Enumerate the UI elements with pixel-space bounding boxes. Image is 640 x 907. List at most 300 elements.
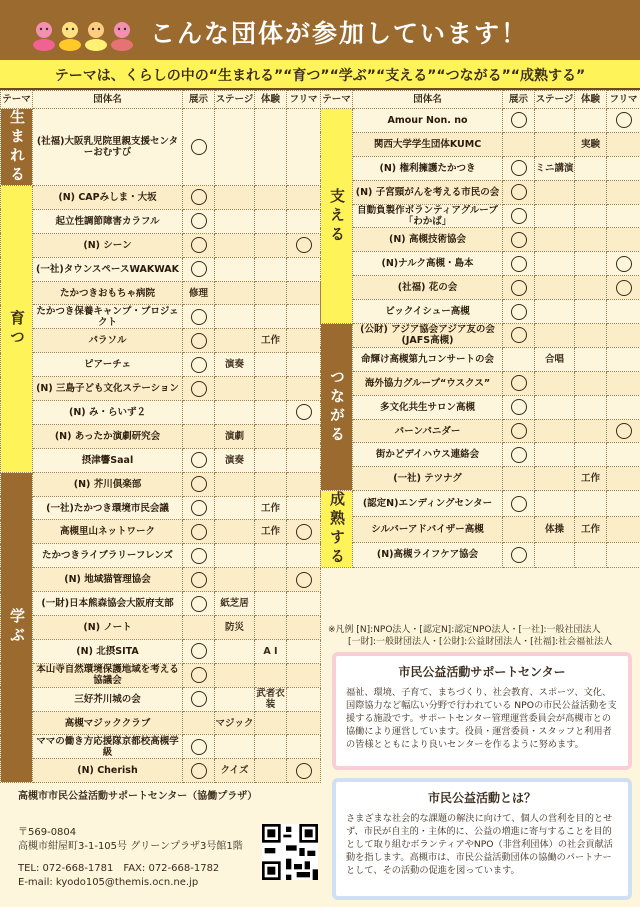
participation-circle-icon [296, 524, 312, 540]
support-center-box [332, 652, 632, 770]
table-row [1, 257, 321, 281]
stage-cell [215, 735, 255, 759]
org-name: (N) み・らいず２ [33, 401, 183, 425]
experience-cell [575, 300, 607, 324]
table-row [321, 109, 640, 133]
table-row [321, 228, 640, 252]
org-name: 多文化共生サロン高槻 [353, 395, 503, 419]
org-name: (公財) アジア協会アジア友の会(JAFS高槻) [353, 324, 503, 348]
exhibit-cell [503, 542, 535, 568]
exhibit-cell [183, 401, 215, 425]
stage-cell [215, 663, 255, 687]
flea-market-cell [287, 424, 321, 448]
participation-circle-icon [511, 184, 527, 200]
flea-market-cell [287, 568, 321, 592]
stage-cell [215, 401, 255, 425]
table-row [1, 520, 321, 544]
theme-category: 育つ [1, 186, 33, 473]
footer-tel: TEL: 072-668-1781 FAX: 072-668-1782 [18, 863, 220, 874]
participation-circle-icon [191, 667, 207, 683]
flea-market-cell [287, 616, 321, 640]
stage-cell [215, 209, 255, 233]
participation-circle-icon [191, 357, 207, 373]
participation-circle-icon [511, 256, 527, 272]
support-center-title: 市民公益活動サポートセンター [398, 665, 566, 679]
stage-cell: 体操 [535, 516, 575, 542]
column-header: 展示 [183, 91, 215, 109]
experience-cell [255, 109, 287, 186]
table-row [1, 687, 321, 711]
experience-cell: 工作 [255, 496, 287, 520]
experience-cell [255, 377, 287, 401]
org-name: 街かどデイハウス連絡会 [353, 443, 503, 467]
experience-cell [255, 592, 287, 616]
participation-circle-icon [511, 160, 527, 176]
exhibit-cell [503, 419, 535, 443]
stage-cell [215, 233, 255, 257]
participation-circle-icon [511, 112, 527, 128]
participants-table-right [320, 90, 640, 568]
exhibit-cell [183, 472, 215, 496]
exhibit-cell [183, 209, 215, 233]
flea-market-cell [607, 542, 640, 568]
exhibit-cell [503, 252, 535, 276]
column-header: 展示 [503, 91, 535, 109]
participants-table-left [0, 90, 321, 783]
exhibit-text: 修理 [188, 287, 208, 299]
table-row [1, 544, 321, 568]
flea-market-cell [607, 228, 640, 252]
org-name: (N) 権利擁護たかつき [353, 156, 503, 180]
theme-category: 生まれる [1, 109, 33, 186]
table-row [321, 542, 640, 568]
stage-cell: マジック [215, 711, 255, 735]
stage-cell [535, 276, 575, 300]
flea-market-cell [607, 132, 640, 156]
exhibit-cell [503, 204, 535, 228]
experience-cell [575, 347, 607, 371]
table-row [321, 395, 640, 419]
participation-circle-icon [191, 333, 207, 349]
experience-cell [255, 401, 287, 425]
stage-cell: 演奏 [215, 448, 255, 472]
theme-category: 支える [321, 109, 353, 324]
flea-market-cell [287, 735, 321, 759]
flea-market-cell [607, 324, 640, 348]
experience-cell [575, 443, 607, 467]
org-name: 本山寺自然環境保護地域を考える協議会 [33, 663, 183, 687]
table-row [1, 353, 321, 377]
column-header: 体験 [575, 91, 607, 109]
exhibit-cell [183, 592, 215, 616]
exhibit-cell [183, 735, 215, 759]
org-name: (N) シーン [33, 233, 183, 257]
theme-banner [0, 60, 640, 90]
exhibit-cell [503, 467, 535, 491]
participation-circle-icon [616, 112, 632, 128]
flea-market-cell [287, 233, 321, 257]
stage-cell [535, 252, 575, 276]
exhibit-cell [503, 395, 535, 419]
org-name: (一財)日本熊森協会大阪府支部 [33, 592, 183, 616]
exhibit-cell [183, 305, 215, 329]
table-row [1, 616, 321, 640]
participation-circle-icon [616, 256, 632, 272]
flea-market-cell [287, 711, 321, 735]
table-row [321, 347, 640, 371]
exhibit-cell [183, 257, 215, 281]
table-row [1, 448, 321, 472]
stage-cell [215, 568, 255, 592]
stage-cell [215, 472, 255, 496]
theme-category: 学ぶ [1, 472, 33, 783]
theme-category: 成熟する [321, 491, 353, 568]
participation-circle-icon [511, 496, 527, 512]
org-name: (N) 地域猫管理協会 [33, 568, 183, 592]
flea-market-cell [287, 544, 321, 568]
table-row [321, 252, 640, 276]
exhibit-cell [503, 324, 535, 348]
experience-cell: 工作 [255, 329, 287, 353]
experience-cell [575, 395, 607, 419]
org-name: (N) CAPみしま・大坂 [33, 186, 183, 210]
flea-market-cell [287, 663, 321, 687]
column-header: 体験 [255, 91, 287, 109]
stage-cell [535, 180, 575, 204]
experience-cell [255, 472, 287, 496]
experience-cell: 実験 [575, 132, 607, 156]
flea-market-cell [287, 305, 321, 329]
exhibit-cell [183, 448, 215, 472]
table-row [1, 305, 321, 329]
flea-market-cell [287, 496, 321, 520]
flea-market-cell [287, 209, 321, 233]
org-name: (認定N)エンディングセンター [353, 491, 503, 517]
flea-market-cell [287, 109, 321, 186]
experience-cell: A I [255, 639, 287, 663]
flea-market-cell [607, 347, 640, 371]
stage-cell [215, 377, 255, 401]
stage-cell: クイズ [215, 759, 255, 783]
table-row [1, 663, 321, 687]
exhibit-cell [503, 156, 535, 180]
participation-circle-icon [191, 572, 207, 588]
exhibit-cell [503, 228, 535, 252]
participation-circle-icon [191, 381, 207, 397]
exhibit-cell [503, 300, 535, 324]
exhibit-cell [183, 759, 215, 783]
table-row [1, 109, 321, 186]
participation-circle-icon [191, 596, 207, 612]
experience-cell [575, 156, 607, 180]
flea-market-cell [607, 491, 640, 517]
stage-cell [535, 109, 575, 133]
civic-activity-box [332, 778, 632, 900]
stage-cell [535, 228, 575, 252]
footer-address: 高槻市紺屋町3-1-105号 グリーンプラザ3号館1階 [18, 841, 243, 852]
table-row [321, 467, 640, 491]
flea-market-cell [287, 472, 321, 496]
exhibit-cell [503, 109, 535, 133]
flea-market-cell [287, 639, 321, 663]
flea-market-cell [607, 300, 640, 324]
exhibit-cell [183, 544, 215, 568]
column-header: ステージ [215, 91, 255, 109]
flea-market-cell [287, 592, 321, 616]
theme-text: テーマは、くらしの中の“生まれる”“育つ”“学ぶ”“支える”“つながる”“成熟する” [54, 68, 586, 84]
table-row [321, 491, 640, 517]
org-name: (一社)タウンスペースWAKWAK [33, 257, 183, 281]
org-name: ママの働き方応援隊京都校高槻学級 [33, 735, 183, 759]
exhibit-cell [503, 347, 535, 371]
flea-market-cell [607, 467, 640, 491]
org-name: (N)ナルク高槻・島本 [353, 252, 503, 276]
table-row [321, 132, 640, 156]
table-row [1, 424, 321, 448]
stage-cell [215, 496, 255, 520]
exhibit-cell [503, 276, 535, 300]
org-name: パラソル [33, 329, 183, 353]
exhibit-cell [183, 568, 215, 592]
participation-circle-icon [191, 739, 207, 755]
flea-market-cell [287, 186, 321, 210]
experience-cell [255, 448, 287, 472]
stage-cell [535, 132, 575, 156]
exhibit-cell [183, 281, 215, 305]
footer-email[interactable]: E-mail: kyodo105@themis.ocn.ne.jp [18, 877, 199, 888]
table-row [321, 516, 640, 542]
participation-circle-icon [616, 280, 632, 296]
experience-cell [255, 305, 287, 329]
header-bar [0, 0, 640, 60]
column-header: フリマ [607, 91, 640, 109]
table-row [321, 443, 640, 467]
table-row [1, 209, 321, 233]
flea-market-cell [607, 371, 640, 395]
participation-circle-icon [296, 404, 312, 420]
exhibit-cell [183, 639, 215, 663]
exhibit-cell [183, 353, 215, 377]
experience-cell [255, 281, 287, 305]
stage-cell: 演奏 [215, 353, 255, 377]
theme-category: つながる [321, 324, 353, 491]
org-name: 三好芥川城の会 [33, 687, 183, 711]
experience-cell [255, 186, 287, 210]
stage-cell [215, 186, 255, 210]
flea-market-cell [287, 687, 321, 711]
experience-cell [255, 568, 287, 592]
stage-cell [535, 419, 575, 443]
org-name: 自動負製作ボランティアグループ「わかば」 [353, 204, 503, 228]
stage-cell [215, 257, 255, 281]
table-row [1, 329, 321, 353]
table-row [1, 592, 321, 616]
exhibit-cell [183, 663, 215, 687]
org-name: (N) Cherish [33, 759, 183, 783]
page-title: こんな団体が参加しています！ [150, 19, 529, 48]
column-header: 団体名 [33, 91, 183, 109]
participation-circle-icon [296, 237, 312, 253]
exhibit-cell [503, 132, 535, 156]
stage-cell [535, 371, 575, 395]
experience-cell [575, 252, 607, 276]
table-row [1, 496, 321, 520]
exhibit-cell [503, 371, 535, 395]
table-row [1, 472, 321, 496]
table-row [1, 186, 321, 210]
stage-cell [535, 395, 575, 419]
exhibit-cell [183, 520, 215, 544]
experience-cell [255, 424, 287, 448]
table-row [1, 281, 321, 305]
org-name: (一社) テツナグ [353, 467, 503, 491]
org-name: (N) 子宮頸がんを考える市民の会 [353, 180, 503, 204]
flea-market-cell [287, 377, 321, 401]
org-name: たかつきライブラリーフレンズ [33, 544, 183, 568]
stage-cell [535, 467, 575, 491]
experience-cell [255, 663, 287, 687]
experience-cell [255, 616, 287, 640]
exhibit-cell [183, 109, 215, 186]
table-row [321, 324, 640, 348]
stage-cell [215, 687, 255, 711]
table-row [321, 204, 640, 228]
table-row [321, 371, 640, 395]
participation-circle-icon [511, 304, 527, 320]
org-name: シルバーアドバイザー高槻 [353, 516, 503, 542]
experience-cell [575, 109, 607, 133]
exhibit-cell [183, 496, 215, 520]
experience-cell [575, 180, 607, 204]
flea-market-cell [607, 276, 640, 300]
org-name: 命輝け高槻第九コンサートの会 [353, 347, 503, 371]
experience-cell [255, 257, 287, 281]
table-row [321, 276, 640, 300]
stage-cell: 紙芝居 [215, 592, 255, 616]
column-header: テーマ [1, 91, 33, 109]
flea-market-cell [607, 180, 640, 204]
stage-cell [535, 204, 575, 228]
footer-zip: 〒569-0804 [18, 827, 77, 838]
flea-market-cell [607, 109, 640, 133]
org-name: (N) 三島子ども文化ステーション [33, 377, 183, 401]
participation-circle-icon [191, 524, 207, 540]
flea-market-cell [607, 156, 640, 180]
civic-activity-body: さまざまな社会的な課題の解決に向けて、個人の営利を目的とせず、市民が自主的・主体的に、公益の増進に寄与することを目的として取り組むボランティアやNPO（非営利団体）の社会貢献活動を指します。高槻市は、市民公益活動団体の協働のパートナーとして、その活動の促進を図っています。 [346, 813, 613, 876]
experience-cell [575, 204, 607, 228]
exhibit-cell [183, 687, 215, 711]
participation-circle-icon [511, 547, 527, 563]
org-name: Amour Non. no [353, 109, 503, 133]
participation-circle-icon [511, 375, 527, 391]
participation-circle-icon [191, 452, 207, 468]
org-name: 海外協力グループ“ウスクス” [353, 371, 503, 395]
org-name: たかつき保養キャンプ・プロジェクト [33, 305, 183, 329]
qr-code-icon[interactable] [262, 824, 318, 880]
participation-circle-icon [296, 763, 312, 779]
org-name: 起立性調節障害カラフル [33, 209, 183, 233]
flea-market-cell [607, 443, 640, 467]
exhibit-cell [503, 491, 535, 517]
participation-circle-icon [191, 237, 207, 253]
participation-circle-icon [511, 280, 527, 296]
column-header: ステージ [535, 91, 575, 109]
legend-line: [一財]:一般財団法人・[公財]:公益財団法人・[社福]:社会福祉法人 [348, 637, 613, 647]
exhibit-cell [183, 711, 215, 735]
org-name: (N) 高槻技術協会 [353, 228, 503, 252]
legend-line: ※凡例 [N]:NPO法人・[認定N]:認定NPO法人・[一社]:一般社団法人 [328, 625, 601, 635]
org-name: (N) ノート [33, 616, 183, 640]
table-row [321, 419, 640, 443]
experience-cell [255, 759, 287, 783]
experience-cell [575, 491, 607, 517]
experience-cell [255, 353, 287, 377]
org-name: (N) あったか演劇研究会 [33, 424, 183, 448]
stage-cell [535, 542, 575, 568]
stage-cell [535, 324, 575, 348]
participation-circle-icon [511, 423, 527, 439]
experience-cell: 工作 [575, 516, 607, 542]
experience-cell [255, 711, 287, 735]
experience-cell [575, 324, 607, 348]
footer-org: 高槻市市民公益活動サポートセンター（協働プラザ） [18, 791, 258, 802]
org-name: 摂津響Saal [33, 448, 183, 472]
exhibit-cell [183, 377, 215, 401]
participation-circle-icon [511, 327, 527, 343]
stage-cell [535, 300, 575, 324]
stage-cell [215, 544, 255, 568]
exhibit-cell [183, 186, 215, 210]
experience-cell [575, 276, 607, 300]
stage-cell: 防災 [215, 616, 255, 640]
participation-circle-icon [191, 763, 207, 779]
stage-cell: ミニ講演 [535, 156, 575, 180]
experience-cell [575, 419, 607, 443]
stage-cell [215, 305, 255, 329]
flea-market-cell [607, 395, 640, 419]
table-row [1, 639, 321, 663]
exhibit-cell [503, 443, 535, 467]
experience-cell [255, 209, 287, 233]
experience-cell [255, 735, 287, 759]
flea-market-cell [287, 448, 321, 472]
org-name: 関西大学学生団体KUMC [353, 132, 503, 156]
stage-cell [535, 491, 575, 517]
exhibit-cell [183, 616, 215, 640]
flea-market-cell [607, 419, 640, 443]
org-name: (N)高槻ライフケア協会 [353, 542, 503, 568]
participation-circle-icon [511, 399, 527, 415]
org-name: (社福) 花の会 [353, 276, 503, 300]
org-name: ビックイシュー高槻 [353, 300, 503, 324]
table-row [1, 711, 321, 735]
experience-cell [575, 371, 607, 395]
table-row [1, 377, 321, 401]
participation-circle-icon [191, 261, 207, 277]
flea-market-cell [287, 281, 321, 305]
participation-circle-icon [191, 309, 207, 325]
experience-cell [255, 233, 287, 257]
exhibit-cell [183, 424, 215, 448]
participation-circle-icon [296, 572, 312, 588]
stage-cell: 演劇 [215, 424, 255, 448]
experience-cell: 武者衣装 [256, 688, 285, 711]
flea-market-cell [287, 759, 321, 783]
org-name: (一社)たかつき環境市民会議 [33, 496, 183, 520]
flea-market-cell [287, 329, 321, 353]
stage-cell [215, 520, 255, 544]
org-name: (N) 北摂SITA [33, 639, 183, 663]
